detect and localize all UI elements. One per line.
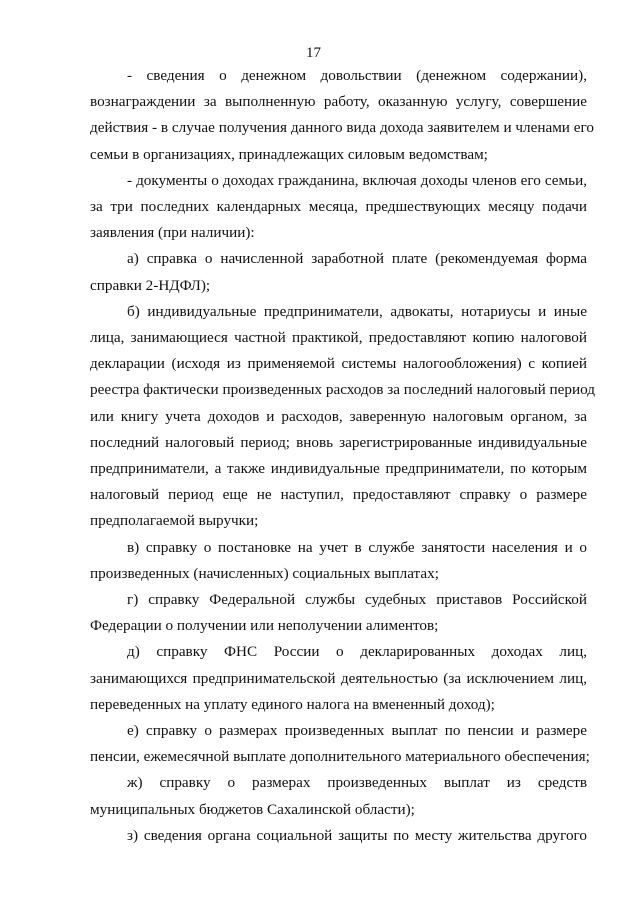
text-line: декларации (исходя из применяемой системы налогообложения) с копией: [90, 355, 587, 373]
text-line: г) справку Федеральной службы судебных приставов Российской: [127, 591, 587, 609]
text-line: лица, занимающиеся частной практикой, предоставляют копию налоговой: [90, 329, 587, 347]
text-line: справки 2-НДФЛ);: [90, 276, 211, 294]
paragraph: [90, 299, 595, 535]
text-line: налоговый период еще не наступил, предоставляют справку о размере: [90, 486, 587, 504]
text-line: - документы о доходах гражданина, включая доходы членов его семьи,: [127, 171, 587, 189]
text-line: Федерации о получении или неполучении алиментов;: [90, 617, 439, 635]
text-line: е) справку о размерах произведенных выплат по пенсии и размере: [127, 722, 587, 740]
text-line: последний налоговый период; вновь зарегистрированные индивидуальные: [90, 433, 587, 451]
paragraph: [90, 168, 587, 247]
text-line: а) справка о начисленной заработной плате (рекомендуемая форма: [127, 250, 587, 268]
paragraph: [90, 587, 587, 639]
paragraph: [90, 63, 594, 168]
paragraph: [90, 770, 587, 822]
text-line: ж) справку о размерах произведенных выплат из средств: [127, 774, 587, 792]
document-body: [90, 63, 595, 849]
text-line: муниципальных бюджетов Сахалинской области);: [90, 800, 415, 818]
paragraph: [90, 639, 587, 718]
text-line: семьи в организациях, принадлежащих силовым ведомствам;: [90, 145, 488, 163]
text-line: - сведения о денежном довольствии (денежном содержании),: [127, 67, 587, 84]
text-line: д) справку ФНС России о декларированных доходах лиц,: [127, 643, 587, 661]
paragraph: [90, 823, 587, 849]
paragraph: [90, 535, 587, 587]
paragraph: [90, 718, 590, 770]
text-line: предприниматели, а также индивидуальные предприниматели, по которым: [90, 460, 587, 478]
text-line: в) справку о постановке на учет в службе занятости населения и о: [127, 538, 587, 556]
text-line: действия - в случае получения данного вида дохода заявителем и членами его: [90, 119, 594, 137]
text-line: б) индивидуальные предприниматели, адвокаты, нотариусы и иные: [127, 302, 587, 320]
paragraph: [90, 246, 587, 298]
text-line: занимающихся предпринимательской деятельностью (за исключением лиц,: [90, 669, 587, 687]
text-line: произведенных (начисленных) социальных выплатах;: [90, 564, 439, 582]
text-line: реестра фактически произведенных расходов за последний налоговый период: [90, 381, 595, 399]
text-line: или книгу учета доходов и расходов, заверенную налоговым органом, за: [90, 407, 587, 425]
text-line: предполагаемой выручки;: [90, 512, 259, 530]
text-line: переведенных на уплату единого налога на вмененный доход);: [90, 695, 495, 713]
text-line: з) сведения органа социальной защиты по месту жительства другого: [127, 826, 587, 844]
text-line: заявления (при наличии):: [90, 224, 255, 242]
text-line: вознаграждении за выполненную работу, оказанную услугу, совершение: [90, 93, 587, 111]
text-line: пенсии, ежемесячной выплате дополнительного материального обеспечения;: [90, 748, 590, 766]
page-number: 17: [306, 45, 321, 61]
text-line: за три последних календарных месяца, предшествующих месяцу подачи: [90, 198, 587, 216]
